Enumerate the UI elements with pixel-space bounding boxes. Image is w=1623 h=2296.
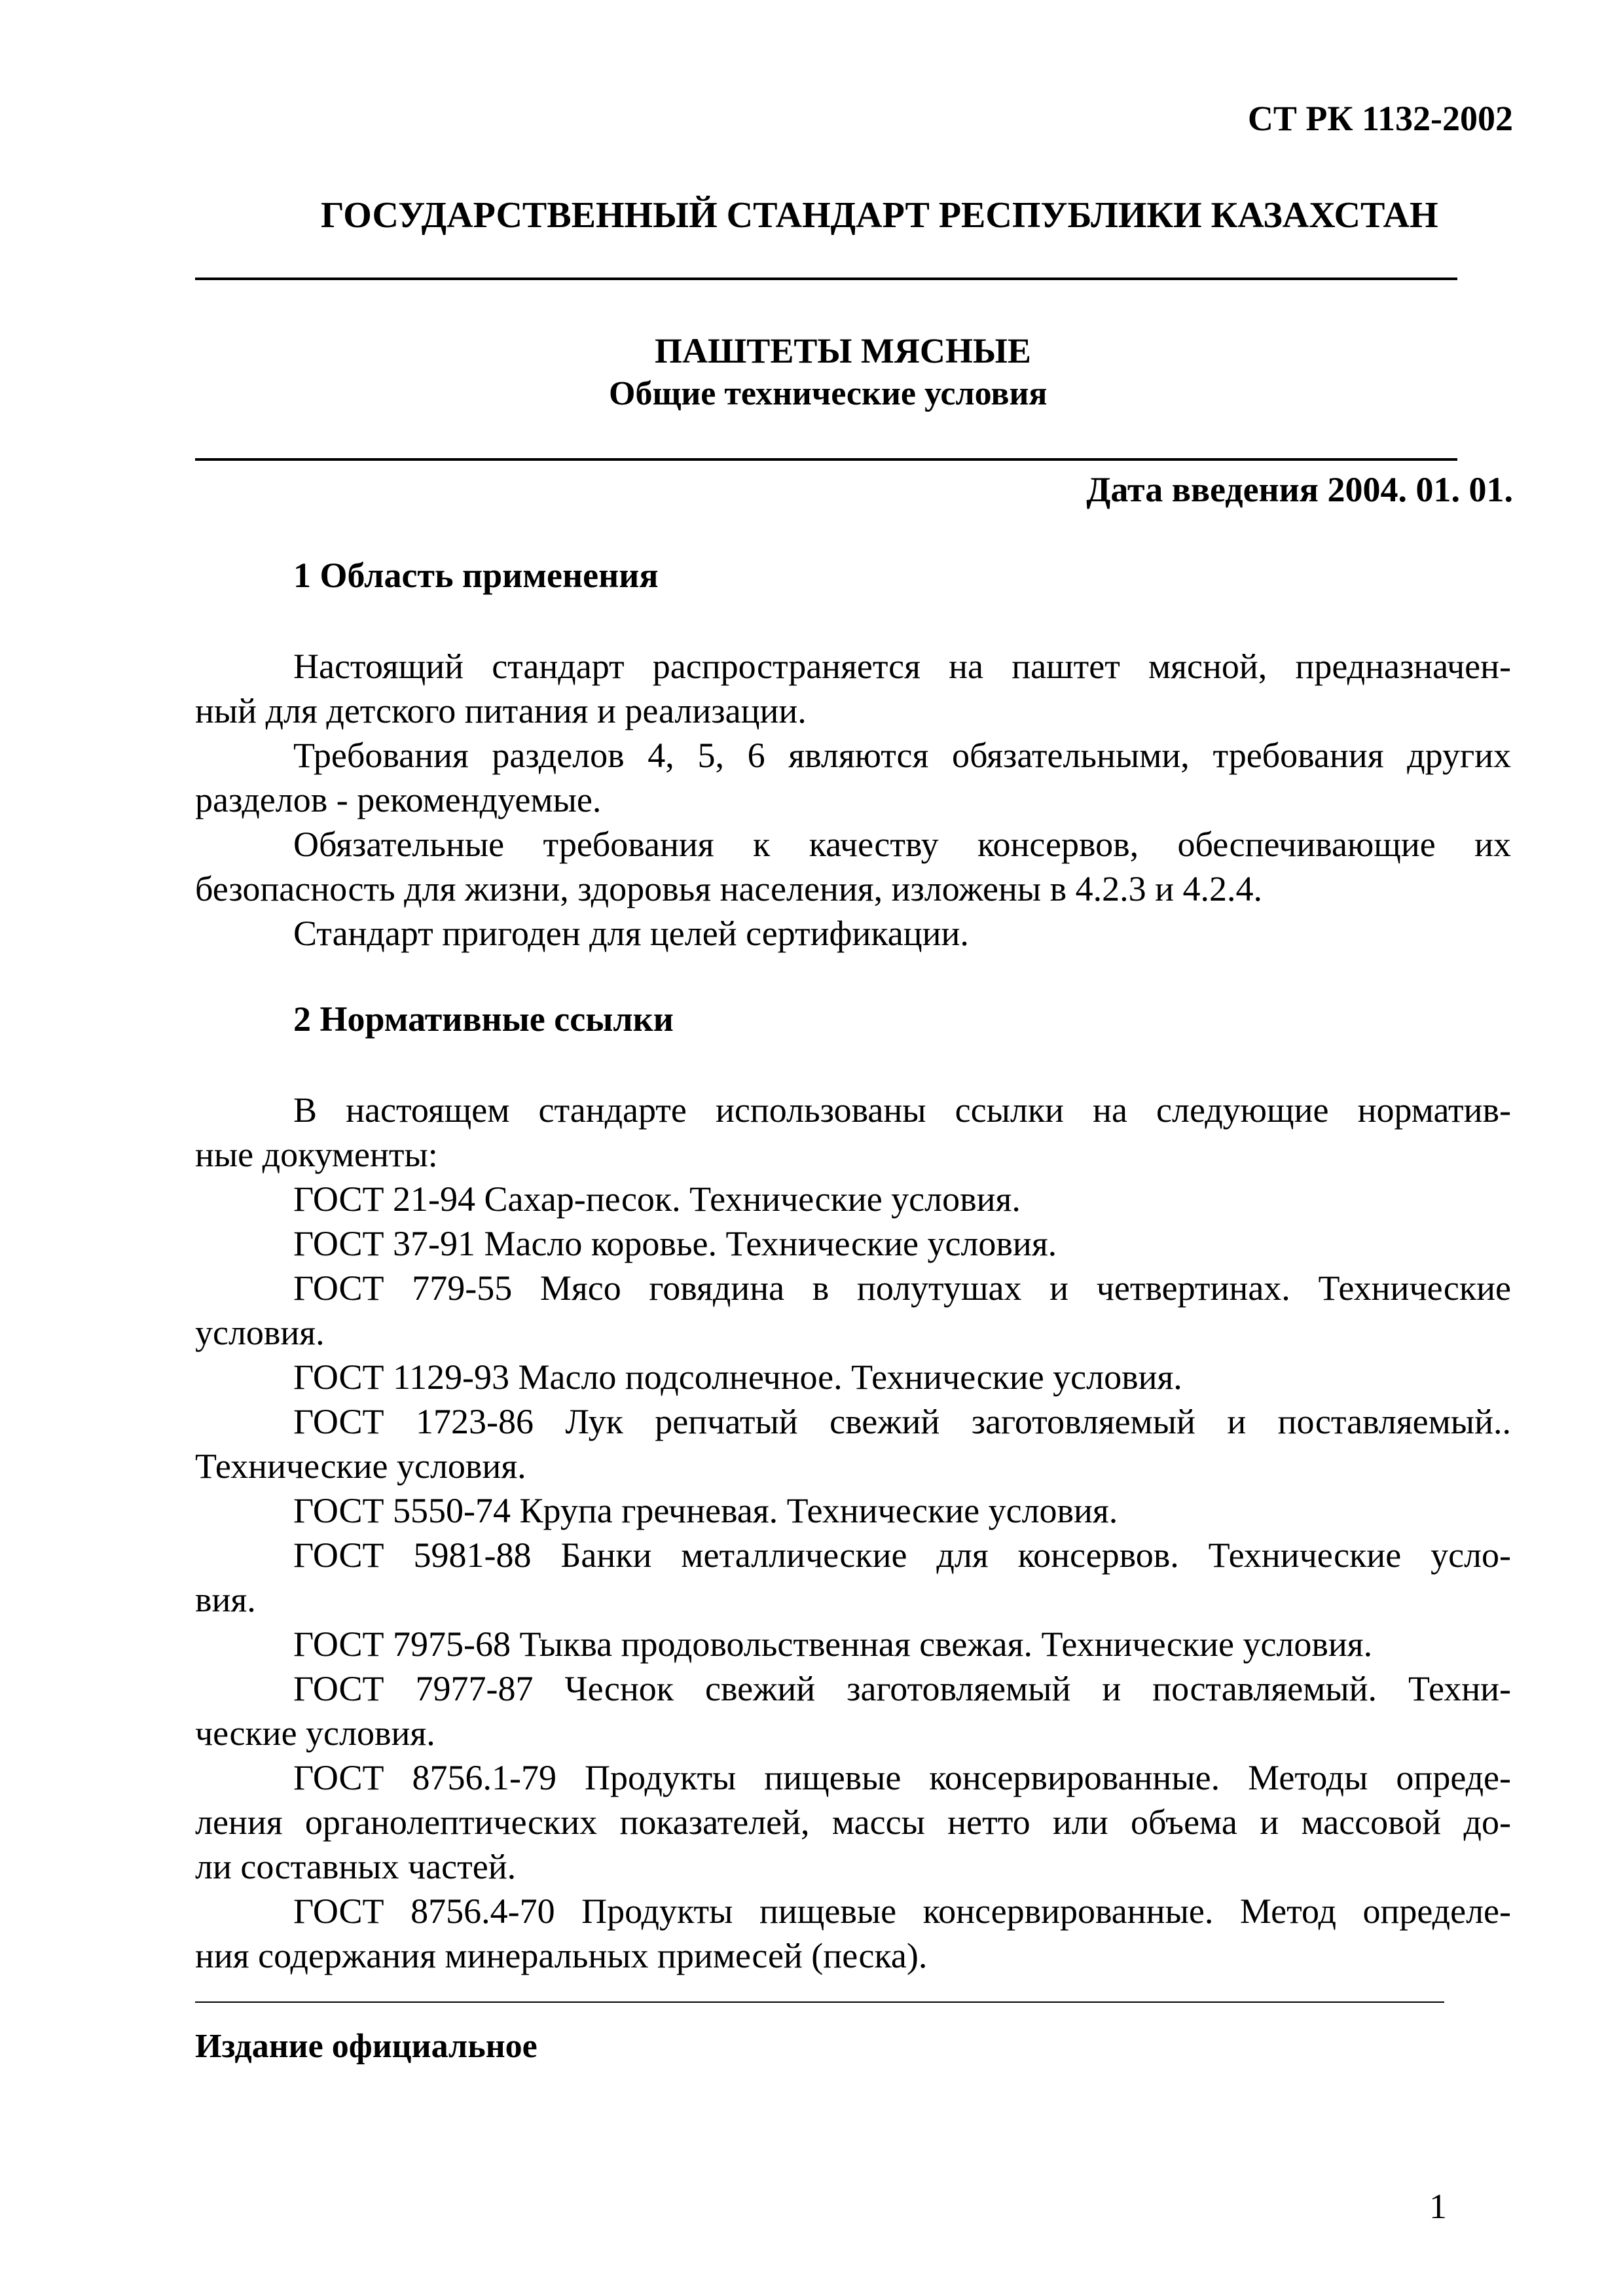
reference-line: ГОСТ 8756.4-70 Продукты пищевые консервированные. Метод определе- [293, 1892, 1511, 1931]
section-1-heading: 1 Область применения [293, 556, 659, 595]
reference-line: ГОСТ 5550-74 Крупа гречневая. Технические условия. [293, 1491, 1118, 1530]
text-line: Требования разделов 4, 5, 6 являются обязательными, требования других [293, 736, 1511, 775]
text-line: ные документы: [195, 1135, 438, 1174]
text-line: Обязательные требования к качеству консервов, обеспечивающие их [293, 825, 1511, 864]
section-2-body [195, 1088, 1511, 1978]
reference-line: ГОСТ 1723-86 Лук репчатый свежий заготовляемый и поставляемый.. [293, 1402, 1511, 1441]
text-line: ления органолептических показателей, массы нетто или объема и массовой до- [195, 1803, 1511, 1842]
reference-line: ГОСТ 5981-88 Банки металлические для консервов. Технические усло- [293, 1535, 1511, 1575]
text-line: ческие условия. [195, 1713, 435, 1753]
introduction-date: Дата введения 2004. 01. 01. [1086, 470, 1513, 509]
section-1-body [195, 644, 1511, 956]
text-line: безопасность для жизни, здоровья населения, изложены в 4.2.3 и 4.2.4. [195, 869, 1263, 908]
product-title: ПАШТЕТЫ МЯСНЫЕ [655, 331, 1031, 370]
text-line: Технические условия. [195, 1446, 526, 1486]
text-line: разделов - рекомендуемые. [195, 780, 602, 819]
text-line: ли составных частей. [195, 1847, 517, 1886]
divider-middle [195, 458, 1457, 461]
text-line: условия. [195, 1313, 325, 1352]
product-subtitle: Общие технические условия [609, 375, 1048, 412]
reference-line: ГОСТ 7975-68 Тыква продовольственная свежая. Технические условия. [293, 1624, 1373, 1664]
document-code: СТ РК 1132-2002 [1247, 99, 1513, 138]
text-line: В настоящем стандарте использованы ссылки на следующие норматив- [293, 1090, 1511, 1130]
official-edition-note: Издание официальное [195, 2028, 538, 2065]
reference-line: ГОСТ 1129-93 Масло подсолнечное. Технические условия. [293, 1357, 1182, 1397]
section-2-heading: 2 Нормативные ссылки [293, 999, 674, 1039]
text-line: Стандарт пригоден для целей сертификации. [293, 914, 969, 953]
page-number: 1 [1429, 2187, 1447, 2226]
state-standard-title: ГОСУДАРСТВЕННЫЙ СТАНДАРТ РЕСПУБЛИКИ КАЗАХСТАН [321, 195, 1438, 236]
text-line: ный для детского питания и реализации. [195, 691, 807, 730]
reference-line: ГОСТ 37-91 Масло коровье. Технические условия. [293, 1224, 1057, 1263]
divider-footer [195, 2001, 1444, 2003]
reference-line: ГОСТ 21-94 Сахар-песок. Технические условия. [293, 1179, 1021, 1219]
text-line: ния содержания минеральных примесей (песка). [195, 1936, 928, 1975]
text-line: Настоящий стандарт распространяется на паштет мясной, предназначен- [293, 647, 1511, 686]
text-line: вия. [195, 1580, 256, 1619]
divider-top [195, 278, 1457, 280]
reference-line: ГОСТ 8756.1-79 Продукты пищевые консервированные. Методы опреде- [293, 1758, 1511, 1797]
reference-line: ГОСТ 779-55 Мясо говядина в полутушах и четвертинах. Технические [293, 1268, 1511, 1308]
reference-line: ГОСТ 7977-87 Чеснок свежий заготовляемый и поставляемый. Техни- [293, 1669, 1511, 1708]
